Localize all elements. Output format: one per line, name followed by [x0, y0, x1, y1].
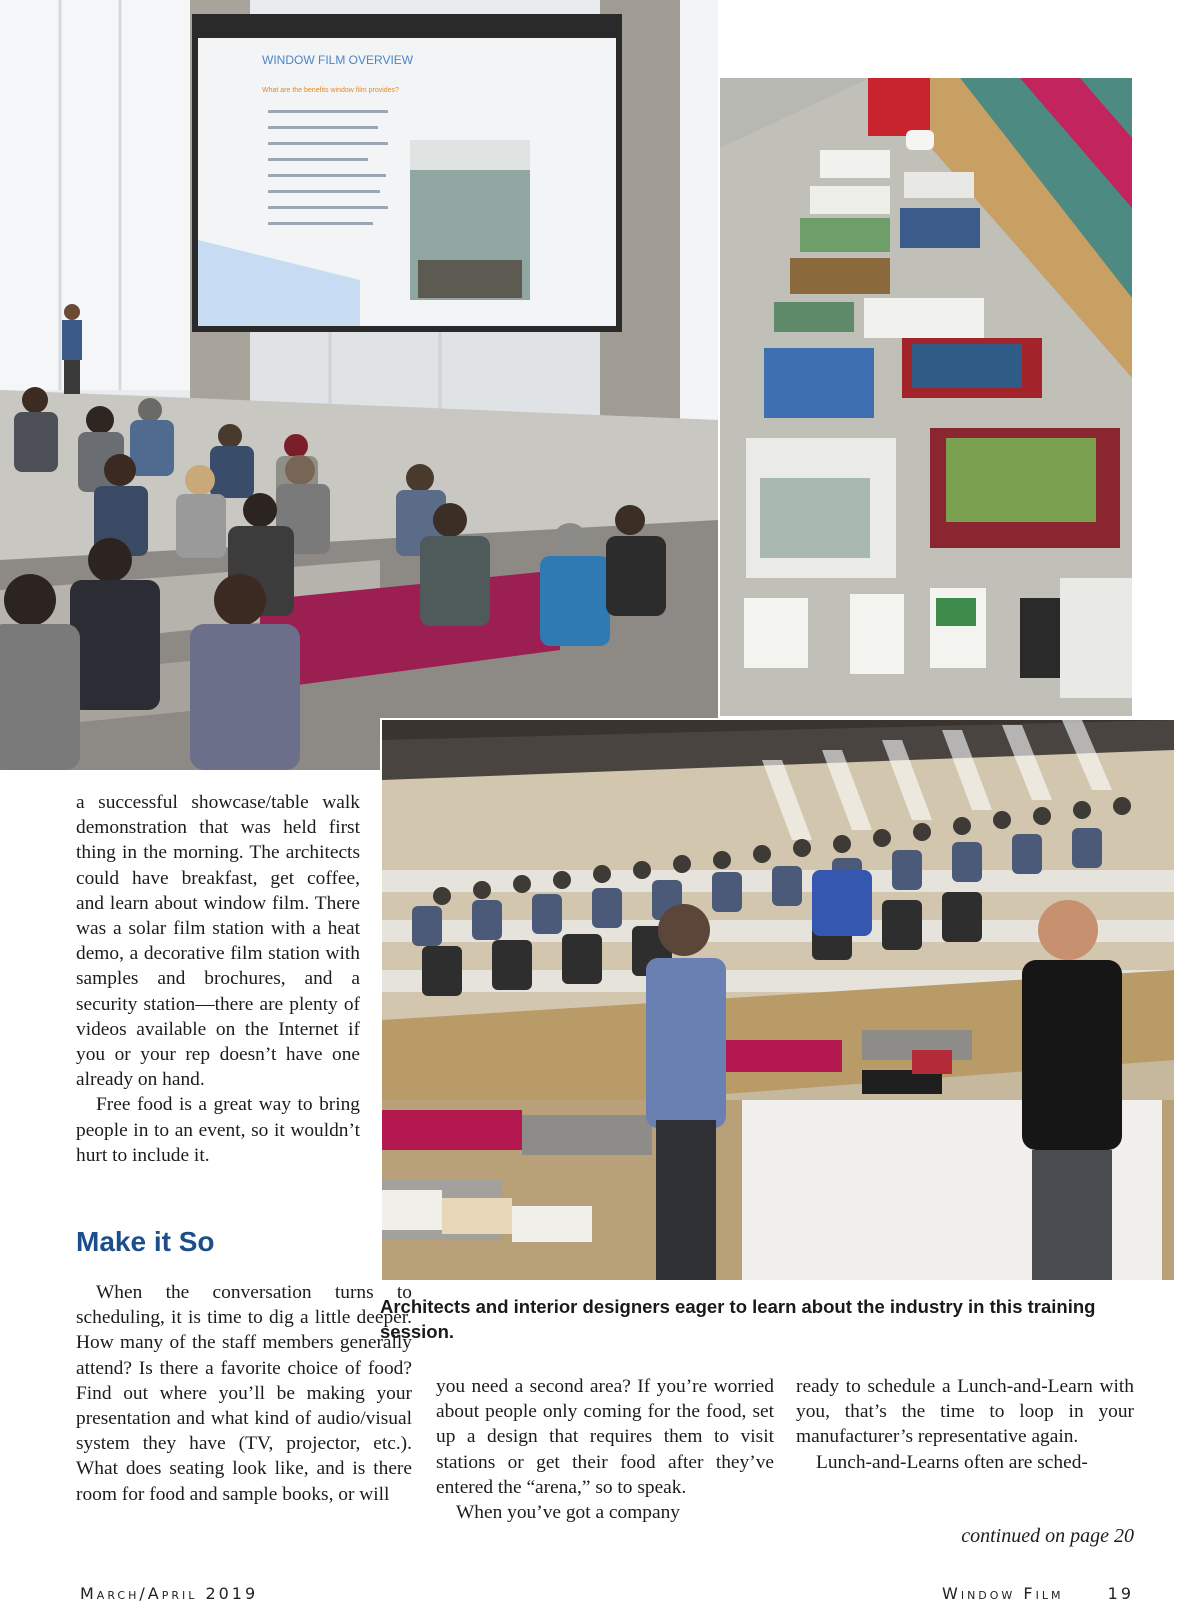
screen-title: WINDOW FILM OVERVIEW	[262, 53, 414, 67]
photo-caption: Architects and interior designers eager to learn about the industry in this training session.	[380, 1296, 1096, 1342]
photo-lecture-audience	[0, 0, 718, 770]
footer-issue-date: March/April 2019	[80, 1584, 259, 1603]
section-heading: Make it So	[76, 1226, 215, 1257]
article-paragraph: a successful showcase/table walk demonstration that was held first thing in the morning. The architects could have breakfast, get coffee, and learn about window film. There was a solar film station with a heat demo, a decorative film station with samples and brochures, and a security station—there are plenty of videos available on the Internet if you or your rep doesn’t have one already on hand.	[76, 792, 360, 1091]
article-paragraph: When the conversation turns to scheduling, it is time to dig a little deeper. How many of the staff members generally attend? Is there a favorite choice of food? Find out where you’ll be making your presentation and what kind of audio/visual system they have (TV, projector, etc.). What does seating look like, and is there room for food and sample books, or will	[76, 1282, 412, 1505]
article-column-middle	[436, 1374, 774, 1525]
footer-magazine-name: Window Film	[942, 1584, 1064, 1603]
photo-sample-table	[718, 76, 1134, 718]
continued-note: continued on page 20	[961, 1525, 1134, 1547]
photo-training-room	[380, 718, 1176, 1282]
footer-magazine	[942, 1584, 1134, 1603]
article-paragraph: Lunch-and-Learns often are sched-	[816, 1451, 1088, 1473]
page-number: 19	[1107, 1584, 1134, 1603]
article-paragraph: When you’ve got a company	[456, 1502, 680, 1524]
article-column-left-top	[76, 790, 360, 1168]
article-paragraph: Free food is a great way to bring people in to an event, so it wouldn’t hurt to include it.	[76, 1094, 360, 1166]
article-column-right	[796, 1374, 1134, 1475]
article-paragraph: you need a second area? If you’re worried about people only coming for the food, set up a design that requires them to visit stations or get their food after they’ve entered the “arena,” so to speak.	[436, 1376, 774, 1498]
article-column-left-bottom	[76, 1280, 412, 1507]
article-paragraph: ready to schedule a Lunch-and-Learn with you, that’s the time to loop in your manufacturer’s representative again.	[796, 1376, 1134, 1448]
screen-subtitle: What are the benefits window film provides?	[262, 87, 399, 94]
